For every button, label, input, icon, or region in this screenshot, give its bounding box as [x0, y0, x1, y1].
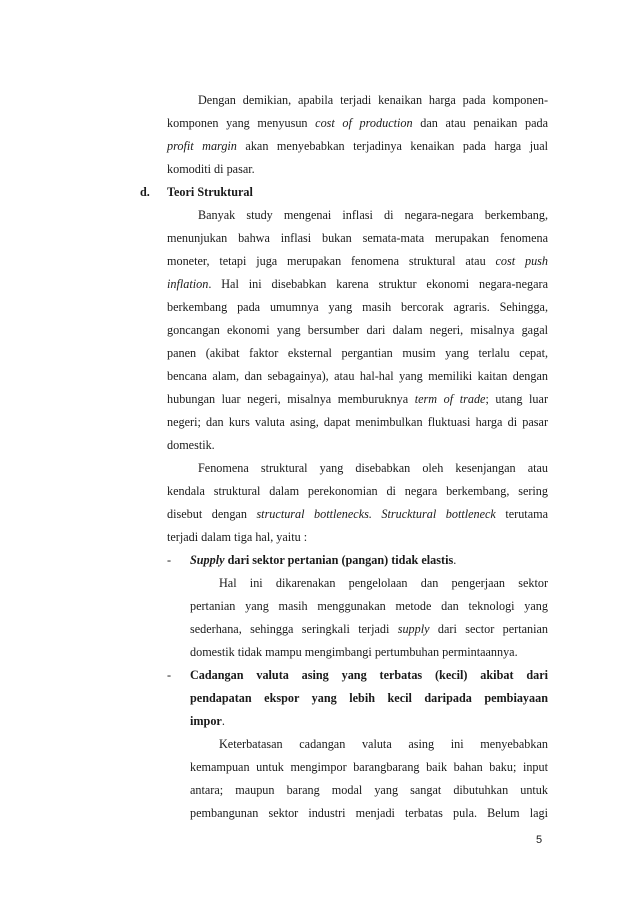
bullet-title: Supply dari sektor pertanian (pangan) tidak elastis.: [190, 553, 457, 567]
section-title: Teori Struktural: [167, 185, 253, 199]
paragraph-line: pertanian yang masih menggunakan metode dan teknologi yang: [190, 599, 548, 613]
paragraph-line: moneter, tetapi juga merupakan fenomena struktural atau cost push: [167, 254, 548, 268]
bullet-marker: -: [167, 553, 172, 567]
paragraph-line: komponen yang menyusun cost of production dan atau penaikan pada: [167, 116, 549, 130]
paragraph-line: inflation. Hal ini disebabkan karena struktur ekonomi negara-negara: [167, 277, 548, 291]
paragraph-line: Hal ini dikarenakan pengelolaan dan pengerjaan sektor: [219, 576, 548, 590]
paragraph-line: bencana alam, dan sebagainya), atau hal-hal yang memiliki kaitan dengan: [167, 369, 548, 383]
page-number: 5: [536, 834, 543, 846]
paragraph-line: Banyak study mengenai inflasi di negara-negara berkembang,: [198, 208, 548, 222]
paragraph-line: komoditi di pasar.: [167, 162, 255, 176]
paragraph-line: negeri; dan kurs valuta asing, dapat menimbulkan fluktuasi harga di pasar: [167, 415, 548, 429]
paragraph-line: profit margin akan menyebabkan terjadinya kenaikan pada harga jual: [167, 139, 548, 153]
paragraph-line: menunjukan bahwa inflasi bukan semata-mata merupakan fenomena: [167, 231, 548, 245]
section-marker: d.: [140, 185, 150, 199]
paragraph-line: sederhana, sehingga seringkali terjadi supply dari sector pertanian: [190, 622, 549, 636]
paragraph-line: berkembang pada umumnya yang masih bercorak agraris. Sehingga,: [167, 300, 548, 314]
paragraph-line: kemampuan untuk mengimpor barangbarang baik bahan baku; input: [190, 760, 548, 774]
paragraph-line: terjadi dalam tiga hal, yaitu :: [167, 530, 308, 544]
paragraph-line: Fenomena struktural yang disebabkan oleh kesenjangan atau: [198, 461, 548, 475]
paragraph-line: panen (akibat faktor eksternal pergantian musim yang terlalu cepat,: [167, 346, 548, 360]
bullet-title: pendapatan ekspor yang lebih kecil daripada pembiayaan: [190, 691, 548, 705]
bullet-title: impor.: [190, 714, 225, 728]
paragraph-line: kendala struktural dalam perekonomian di negara berkembang, sering: [167, 484, 548, 498]
paragraph-line: goncangan ekonomi yang bersumber dari dalam negeri, misalnya gagal: [167, 323, 548, 337]
paragraph-line: disebut dengan structural bottlenecks. Strucktural bottleneck terutama: [167, 507, 548, 521]
paragraph-line: domestik.: [167, 438, 215, 452]
paragraph-line: domestik tidak mampu mengimbangi pertumbuhan permintaannya.: [190, 645, 518, 659]
paragraph-line: Dengan demikian, apabila terjadi kenaikan harga pada komponen-: [198, 93, 548, 107]
paragraph-line: pembangunan sektor industri menjadi terbatas pula. Belum lagi: [190, 806, 548, 820]
paragraph-line: antara; maupun barang modal yang sangat dibutuhkan untuk: [190, 783, 548, 797]
bullet-marker: -: [167, 668, 172, 682]
paragraph-line: Keterbatasan cadangan valuta asing ini menyebabkan: [219, 737, 548, 751]
paragraph-line: hubungan luar negeri, misalnya memburuknya term of trade; utang luar: [167, 392, 548, 406]
bullet-title: Cadangan valuta asing yang terbatas (kecil) akibat dari: [190, 668, 548, 682]
